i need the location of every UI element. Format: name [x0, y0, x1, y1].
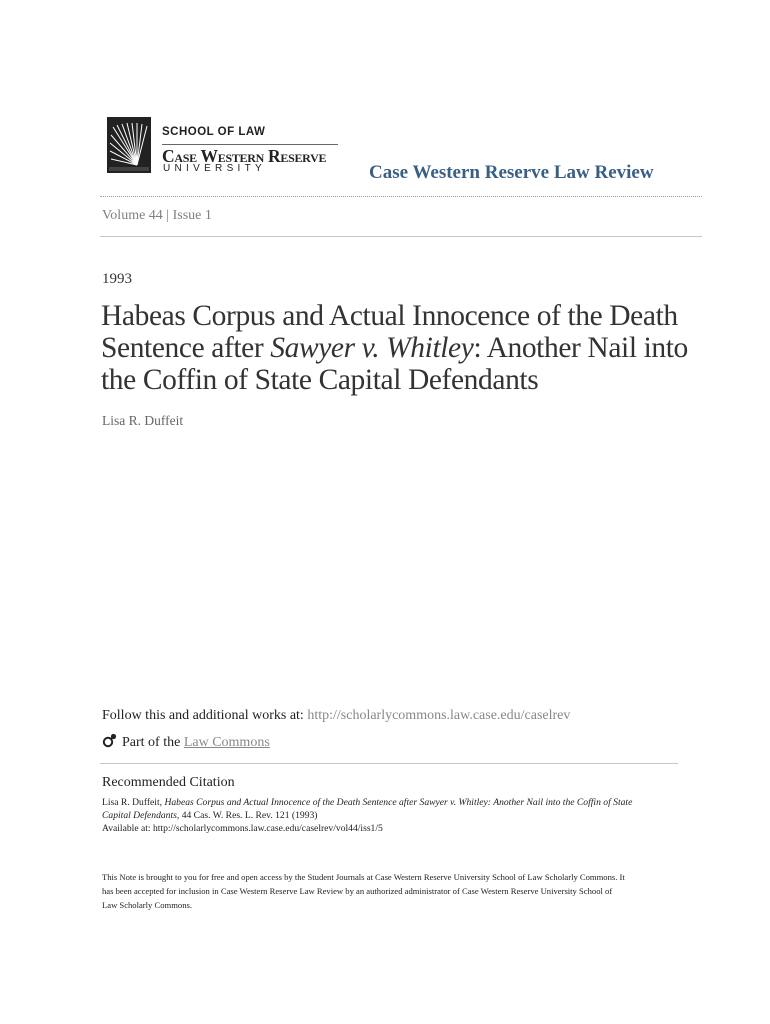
- citation-available-at[interactable]: Available at: http://scholarlycommons.law.case.edu/caselrev/vol44/iss1/5: [102, 823, 383, 834]
- commons-network-icon: [102, 732, 118, 748]
- recommended-citation: [102, 796, 672, 835]
- citation-title-part-2: Capital Defendants: [102, 810, 177, 821]
- collection-url-link[interactable]: http://scholarlycommons.law.case.edu/caselrev: [307, 708, 571, 723]
- logo-institution-name: Case Western Reserve: [162, 146, 327, 166]
- citation-title-part-1: Habeas Corpus and Actual Innocence of the Death Sentence after Sawyer v. Whitley: Another Nail into the Coffin of State: [164, 797, 633, 808]
- issue-divider: [100, 236, 702, 237]
- notice-line-3: Law Scholarly Commons.: [102, 900, 192, 910]
- title-case-name: Sawyer v. Whitley: [270, 332, 474, 364]
- follow-line: [102, 708, 570, 724]
- law-commons-link[interactable]: Law Commons: [183, 735, 270, 750]
- volume-issue[interactable]: Volume 44 | Issue 1: [102, 208, 212, 223]
- article-title[interactable]: [101, 300, 701, 396]
- journal-name[interactable]: Case Western Reserve Law Review: [369, 162, 654, 183]
- title-line-1: Habeas Corpus and Actual Innocence of the Death: [101, 300, 678, 332]
- logo-school-of-law: SCHOOL OF LAW: [162, 126, 266, 138]
- publication-year: 1993: [102, 271, 132, 287]
- citation-line-2: [102, 809, 672, 822]
- part-of-line: [102, 732, 270, 751]
- recommended-citation-heading: Recommended Citation: [102, 775, 235, 790]
- notice-line-2: has been accepted for inclusion in Case Western Reserve Law Review by an authorized administrator of Case Western Reserve University School of: [102, 886, 613, 896]
- citation-divider: [100, 763, 678, 764]
- citation-source: , 44 Cas. W. Res. L. Rev. 121 (1993): [176, 810, 318, 821]
- access-notice: [102, 870, 672, 912]
- school-logo: [107, 117, 339, 177]
- author-name[interactable]: Lisa R. Duffeit: [102, 413, 184, 428]
- sunburst-emblem-icon: [107, 117, 151, 173]
- logo-divider: [162, 144, 338, 145]
- part-of-label: Part of the: [122, 735, 184, 750]
- header-divider: [100, 196, 702, 197]
- title-line-2: [101, 332, 701, 364]
- notice-line-1: This Note is brought to you for free and open access by the Student Journals at Case Western Reserve University School of Law Scholarly Commons. It: [102, 872, 625, 882]
- title-line-3: the Coffin of State Capital Defendants: [101, 364, 539, 396]
- logo-university: UNIVERSITY: [163, 163, 267, 174]
- citation-author: Lisa R. Duffeit,: [102, 797, 165, 808]
- citation-line-1: [102, 796, 672, 809]
- title-line-2-start: Sentence after: [101, 332, 271, 364]
- follow-label: Follow this and additional works at:: [102, 708, 308, 723]
- title-line-2-end: : Another Nail into: [473, 332, 688, 364]
